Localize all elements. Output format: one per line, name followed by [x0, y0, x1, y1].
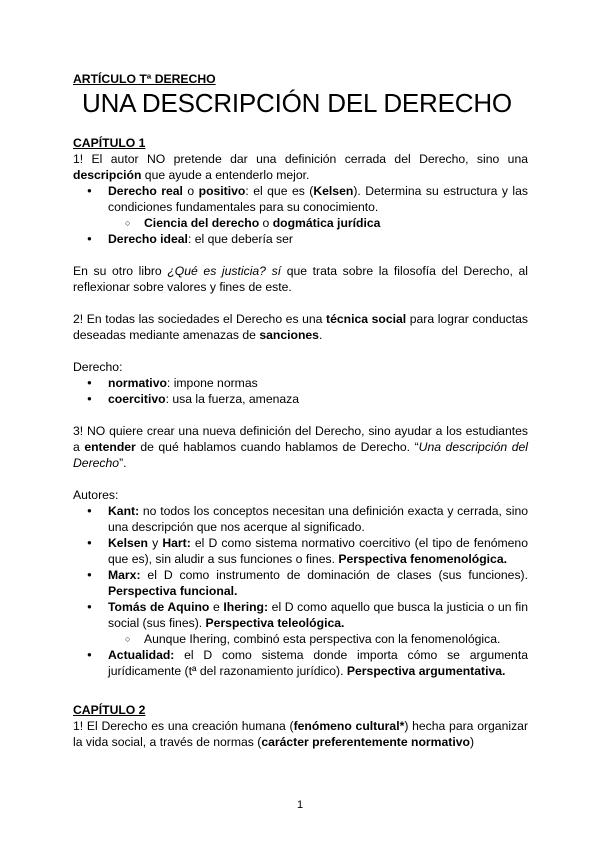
list-item-derecho-real: ● Derecho real o positivo: el que es (Kelsen). Determina su estructura y las condiciones fundamentales para su conocimiento.	[73, 183, 528, 215]
document-title: UNA DESCRIPCIÓN DEL DERECHO	[82, 88, 512, 118]
c1-paragraph-2: En su otro libro ¿Qué es justicia? sí que trata sobre la filosofía del Derecho, al reflexionar sobre valores y fines de este.	[73, 264, 528, 294]
c2-paragraph-1: 1! El Derecho es una creación humana (fenómeno cultural*) hecha para organizar la vida social, a través de normas (carácter preferentemente normativo)	[73, 719, 528, 749]
c1-paragraph-5: 3! NO quiere crear una nueva definición del Derecho, sino ayudar a los estudiantes a entender de qué hablamos cuando hablamos de Derecho. “Una descripción del Derecho”.	[73, 424, 528, 470]
document-page	[73, 72, 528, 750]
list-item-aquino-ihering: ● Tomás de Aquino e Ihering: el D como aquello que busca la justicia o un fin social (sus fines). Perspectiva teleológica.	[73, 599, 528, 631]
list-item-kelsen-hart: ● Kelsen y Hart: el D como sistema normativo coercitivo (el tipo de fenómeno que es), sin aludir a sus funciones o fines. Perspectiva fenomenológica.	[73, 535, 528, 567]
list-item-marx: ● Marx: el D como instrumento de dominación de clases (sus funciones). Perspectiva funcional.	[73, 567, 528, 599]
sub-item-ihering: ○ Aunque Ihering, combinó esta perspectiva con la fenomenológica.	[73, 631, 528, 647]
list-item-kant: ● Kant: no todos los conceptos necesitan una definición exacta y cerrada, sino una descripción que nos acerque al significado.	[73, 503, 528, 535]
chapter-2-heading: CAPÍTULO 2	[73, 703, 146, 717]
c1-list-1	[73, 183, 528, 247]
chapter-1-heading: CAPÍTULO 1	[73, 136, 146, 150]
c1-list-authors	[73, 503, 528, 679]
list-item-actualidad: ● Actualidad: el D como sistema donde importa cómo se argumenta jurídicamente (tª del razonamiento jurídico). Perspectiva argumentativa.	[73, 647, 528, 679]
list-item-normativo: ● normativo: impone normas	[73, 375, 528, 391]
c1-paragraph-1: 1! El autor NO pretende dar una definición cerrada del Derecho, sino una descripción que ayude a entenderlo mejor.	[73, 152, 528, 182]
page-number: 1	[296, 799, 304, 811]
list-item-coercitivo: ● coercitivo: usa la fuerza, amenaza	[73, 391, 528, 407]
c1-paragraph-3: 2! En todas las sociedades el Derecho es una técnica social para lograr conductas deseadas mediante amenazas de sanciones.	[73, 312, 528, 342]
document-header: ARTÍCULO Tª DERECHO	[73, 72, 216, 86]
c1-paragraph-4: Derecho:	[73, 360, 123, 374]
c1-paragraph-6: Autores:	[73, 488, 119, 502]
sub-item-ciencia-derecho: ○ Ciencia del derecho o dogmática jurídica	[73, 215, 528, 231]
list-item-derecho-ideal: ● Derecho ideal: el que debería ser	[73, 231, 528, 247]
c1-list-2	[73, 375, 528, 407]
